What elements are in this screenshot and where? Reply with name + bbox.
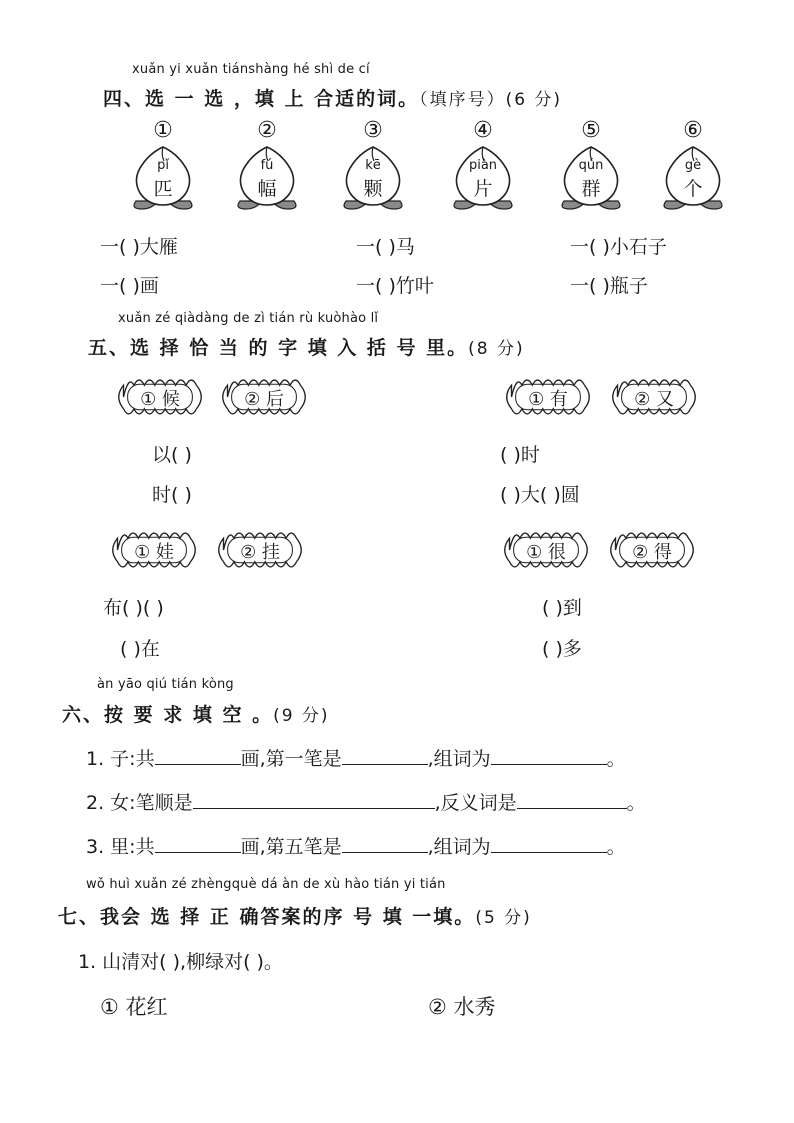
s7-option-1[interactable]: ① 花红 — [100, 995, 168, 1019]
s6-item1-blank-first-stroke[interactable] — [342, 746, 428, 765]
peach-pinyin: kē — [365, 158, 381, 173]
peach-card — [128, 118, 198, 213]
s7-option-2[interactable]: ② 水秀 — [428, 995, 496, 1019]
peach-pinyin: pǐ — [157, 158, 169, 173]
s6-item1-blank-word[interactable] — [491, 746, 607, 765]
cloud-choice-box — [110, 374, 210, 420]
cloud-choice-box — [498, 374, 598, 420]
peach-number: ① — [153, 118, 173, 143]
s4-blank-3[interactable]: 一( )小石子 — [570, 236, 667, 258]
s6-item2-blank-order[interactable] — [193, 790, 435, 809]
peach-number: ② — [257, 118, 277, 143]
peach-character: 群 — [581, 178, 601, 200]
s6-item1-text-c: ,组词为 — [427, 748, 491, 770]
section4-points: （填序号）(6 分) — [419, 90, 563, 110]
s6-item2-text-a: 2. 女:笔顺是 — [86, 792, 193, 814]
peach-pinyin: fú — [260, 158, 274, 173]
s6-item3-text-b: 画,第五笔是 — [240, 836, 342, 858]
cloud-choice-label: ① 候 — [140, 389, 180, 410]
s6-item3-blank-strokes[interactable] — [155, 834, 241, 853]
peach-card — [232, 118, 302, 213]
cloud-choice-box — [210, 527, 310, 573]
cloud-choice-label: ① 有 — [528, 389, 568, 410]
peach-number: ③ — [363, 118, 383, 143]
s6-item2-blank-antonym[interactable] — [517, 790, 627, 809]
section4-pinyin: xuǎn yi xuǎn tiánshàng hé shì de cí — [132, 62, 370, 77]
section6-pinyin: àn yāo qiú tián kòng — [97, 677, 234, 692]
s4-blank-1[interactable]: 一( )大雁 — [100, 236, 178, 258]
s5-blank-zai[interactable]: ( )在 — [120, 638, 160, 660]
cloud-choice-label: ② 又 — [634, 389, 674, 410]
s6-item2-text-c: 。 — [626, 792, 646, 814]
peach-card — [448, 118, 518, 213]
peach-character: 匹 — [153, 178, 173, 200]
s5-blank-youda[interactable]: ( )大( )圆 — [500, 484, 580, 506]
s6-item-3 — [86, 832, 626, 859]
s6-item1-blank-strokes[interactable] — [155, 746, 241, 765]
s5-blank-duo[interactable]: ( )多 — [542, 638, 582, 660]
cloud-choice-box — [602, 527, 702, 573]
s4-blank-5[interactable]: 一( )竹叶 — [356, 275, 434, 297]
section6-title — [62, 700, 330, 727]
cloud-choice-box — [496, 527, 596, 573]
peach-character: 个 — [683, 178, 703, 200]
cloud-choice-box — [104, 527, 204, 573]
peach-character: 幅 — [257, 178, 277, 200]
section5-title — [88, 333, 525, 360]
s5-blank-youshi[interactable]: ( )时 — [500, 444, 540, 466]
s6-item3-text-a: 3. 里:共 — [86, 836, 155, 858]
peach-card — [556, 118, 626, 213]
peach-number: ④ — [473, 118, 493, 143]
s4-blank-6[interactable]: 一( )瓶子 — [570, 275, 648, 297]
cloud-choice-label: ② 挂 — [240, 542, 280, 563]
s6-item1-text-d: 。 — [606, 748, 626, 770]
section5-pinyin: xuǎn zé qiàdàng de zì tián rù kuòhào lǐ — [118, 311, 379, 326]
s4-blank-4[interactable]: 一( )画 — [100, 275, 159, 297]
section6-points: (9 分) — [273, 706, 330, 726]
peach-card — [658, 118, 728, 213]
peach-pinyin: piàn — [468, 158, 498, 173]
section7-pinyin: wǒ huì xuǎn zé zhèngquè dá àn de xù hào tián yi tián — [86, 877, 446, 892]
s6-item1-text-b: 画,第一笔是 — [240, 748, 342, 770]
s6-item3-text-d: 。 — [606, 836, 626, 858]
s5-blank-yihou[interactable]: 以( ) — [152, 444, 192, 466]
s6-item-2 — [86, 788, 646, 815]
s6-item3-blank-fifth-stroke[interactable] — [342, 834, 428, 853]
cloud-choice-label: ② 后 — [244, 389, 284, 410]
s6-item1-text-a: 1. 子:共 — [86, 748, 155, 770]
section7-title-text: 七、我会 选 择 正 确答案的序 号 填 一填。 — [58, 906, 476, 928]
section7-title — [58, 902, 532, 929]
peach-pinyin: qún — [578, 158, 604, 173]
s5-blank-shihou[interactable]: 时( ) — [152, 484, 192, 506]
s6-item2-text-b: ,反义词是 — [434, 792, 517, 814]
section4-title-text: 四、选 一 选 ，填 上 合适的词。 — [103, 88, 420, 110]
peach-pinyin: gè — [684, 158, 702, 173]
cloud-choice-box — [214, 374, 314, 420]
section4-title — [103, 84, 562, 111]
peach-number: ⑤ — [581, 118, 601, 143]
cloud-choice-label: ① 很 — [526, 542, 566, 563]
section7-points: (5 分) — [475, 908, 532, 928]
peach-character: 片 — [473, 178, 493, 200]
s6-item3-text-c: ,组词为 — [427, 836, 491, 858]
cloud-choice-box — [604, 374, 704, 420]
s6-item-1 — [86, 744, 626, 771]
cloud-choice-label: ② 得 — [632, 542, 672, 563]
section6-title-text: 六、按 要 求 填 空 。 — [62, 704, 274, 726]
section5-title-text: 五、选 择 恰 当 的 字 填 入 括 号 里。 — [88, 337, 469, 359]
s6-item3-blank-word[interactable] — [491, 834, 607, 853]
peach-number: ⑥ — [683, 118, 703, 143]
s4-blank-2[interactable]: 一( )马 — [356, 236, 415, 258]
cloud-choice-label: ① 娃 — [134, 542, 174, 563]
peach-character: 颗 — [363, 178, 383, 200]
s5-blank-dao[interactable]: ( )到 — [542, 597, 582, 619]
s7-question-1[interactable]: 1. 山清对( ),柳绿对( )。 — [78, 951, 283, 973]
section5-points: (8 分) — [468, 339, 525, 359]
s5-blank-bu[interactable]: 布( )( ) — [103, 597, 164, 619]
peach-card — [338, 118, 408, 213]
